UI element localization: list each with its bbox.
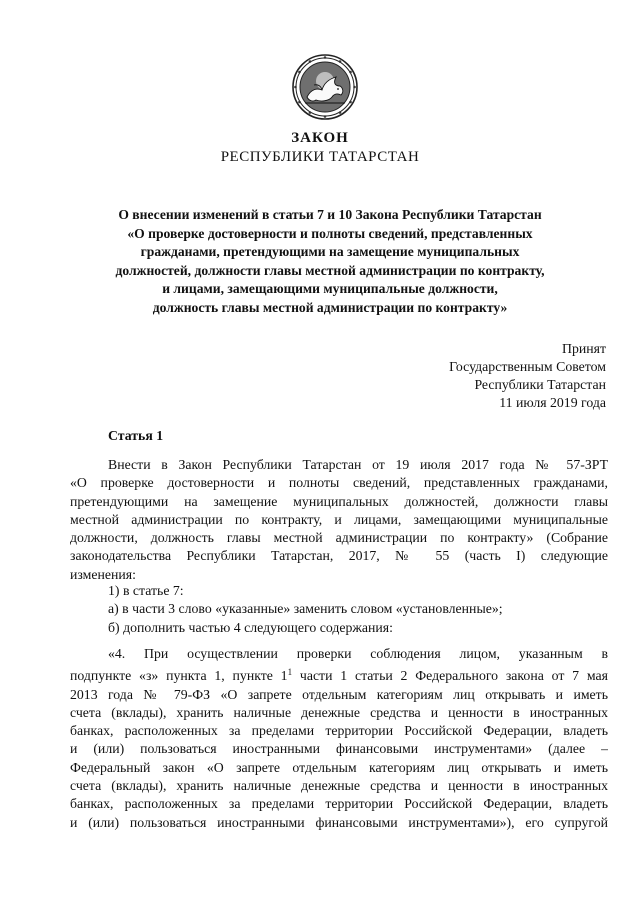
- text-fragment: подпункте «з» пункта 1, пункте 1: [70, 668, 288, 684]
- adoption-block: [306, 340, 606, 412]
- text-line: [70, 663, 608, 685]
- text-line: счета (вклады), хранить наличные денежные средства и ценности в иностранных: [70, 778, 608, 794]
- text-line: 2013 года № 79-ФЗ «О запрете отдельным категориям лиц открывать и иметь: [70, 686, 608, 702]
- text-line: должности, должность главы местной администрации по контракту» (Собрание: [70, 530, 608, 546]
- text-line: «4. При осуществлении проверки соблюдения лицом, указанным в: [108, 646, 608, 661]
- adopted-republic: Республики Татарстан: [474, 377, 606, 392]
- text-line: и (или) пользоваться иностранными финансовыми инструментами»), его супругой: [70, 814, 608, 830]
- title-line: должностей, должности главы местной администрации по контракту,: [115, 262, 545, 278]
- document-title: [70, 206, 590, 318]
- part-4-text: [70, 645, 608, 832]
- adopted-date: 11 июля 2019 года: [499, 395, 606, 410]
- adopted-label: Принят: [561, 341, 606, 356]
- title-line: и лицами, замещающими муниципальные должности,: [162, 281, 498, 297]
- list-item: б) дополнить частью 4 следующего содержания:: [108, 619, 393, 635]
- superscript: 1: [287, 667, 293, 678]
- text-line: законодательства Республики Татарстан, 2017, № 55 (часть I) следующие: [70, 548, 608, 564]
- title-line: «О проверке достоверности и полноты сведений, представленных: [127, 225, 533, 241]
- title-line: гражданами, претендующими на замещение муниципальных: [140, 244, 520, 260]
- text-line: претендующими на замещение муниципальных должностей, должности главы: [70, 493, 608, 509]
- republic-heading: РЕСПУБЛИКИ ТАТАРСТАН: [220, 149, 420, 165]
- text-line: Федеральный закон «О запрете отдельным категориям лиц открывать и иметь: [70, 759, 608, 775]
- text-fragment: части 1 статьи 2 Федерального закона от 7 мая: [292, 668, 608, 684]
- title-line: должность главы местной администрации по контракту»: [152, 299, 508, 315]
- list-item: 1) в статье 7:: [108, 583, 184, 598]
- title-line: О внесении изменений в статьи 7 и 10 Закона Республики Татарстан: [118, 207, 542, 222]
- text-line: банках, расположенных за пределами территории Российской Федерации, владеть: [70, 796, 608, 812]
- changes-list: [70, 582, 608, 637]
- intro-paragraph: [70, 456, 608, 584]
- text-line: Внести в Закон Республики Татарстан от 19 июля 2017 года № 57-ЗРТ: [108, 457, 608, 472]
- article-heading: Статья 1: [108, 428, 164, 443]
- text-line: «О проверке достоверности и полноты сведений, представленных гражданами,: [70, 475, 608, 491]
- text-line: местной администрации по контракту, и лицами, замещающими муниципальные: [70, 511, 608, 527]
- law-heading: ЗАКОН: [291, 130, 349, 146]
- text-line: изменения:: [70, 566, 136, 582]
- text-line: счета (вклады), хранить наличные денежные средства и ценности в иностранных: [70, 704, 608, 720]
- adopted-by: Государственным Советом: [449, 359, 606, 374]
- text-line: и (или) пользоваться иностранными финансовыми инструментами» (далее –: [70, 741, 608, 757]
- tatarstan-coat-of-arms-icon: [291, 53, 359, 121]
- text-line: банках, расположенных за пределами территории Российской Федерации, владеть: [70, 723, 608, 739]
- list-item: а) в части 3 слово «указанные» заменить словом «установленные»;: [108, 601, 503, 617]
